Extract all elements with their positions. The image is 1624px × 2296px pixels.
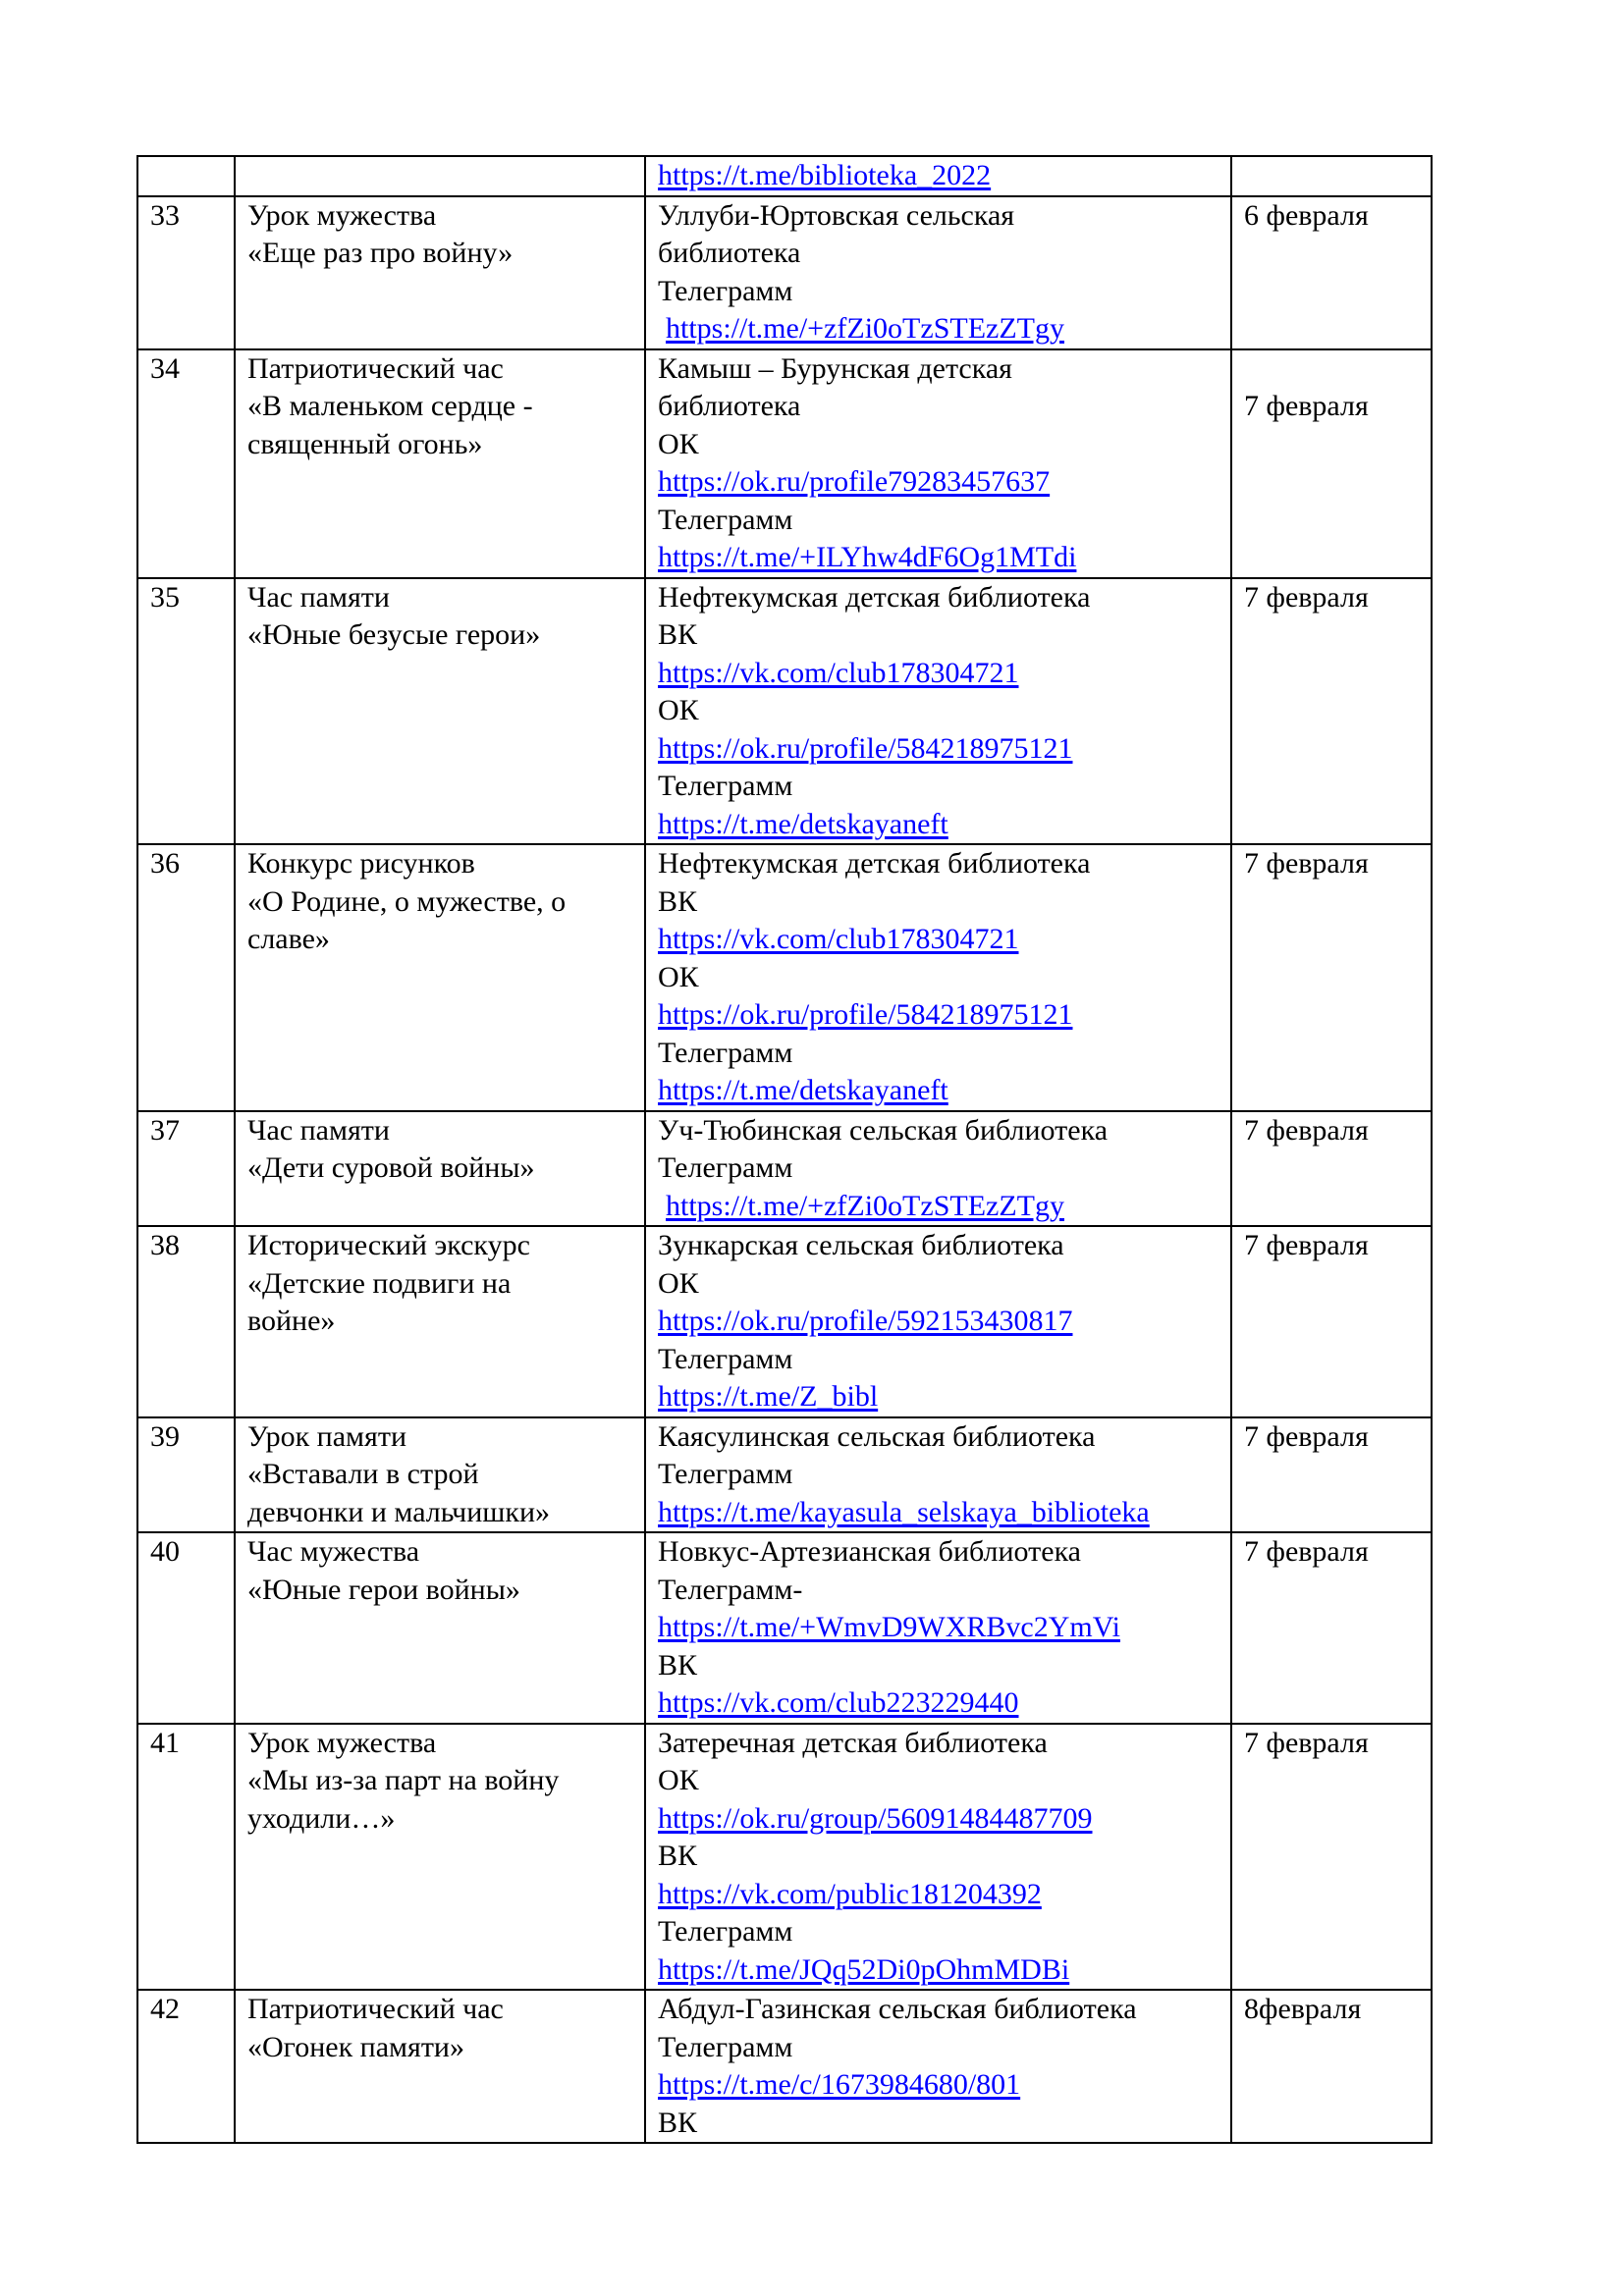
table-row	[137, 1990, 1432, 2143]
social-link[interactable]: https://vk.com/club223229440	[658, 1686, 1019, 1719]
event-title-line: «Вставали в строй	[247, 1458, 479, 1490]
social-link[interactable]: https://vk.com/club178304721	[658, 923, 1019, 955]
row-number: 38	[137, 1226, 235, 1417]
place-cell	[645, 196, 1231, 349]
place-text-line: ОК	[658, 1764, 699, 1796]
table-row	[137, 844, 1432, 1111]
place-text-line: Зункарская сельская библиотека	[658, 1229, 1064, 1261]
social-link[interactable]: https://ok.ru/profile/592153430817	[658, 1305, 1073, 1337]
social-link[interactable]: https://t.me/+WmvD9WXRBvc2YmVi	[658, 1611, 1120, 1643]
spacer	[1244, 350, 1431, 389]
place-text-line: Телеграмм	[658, 1342, 793, 1375]
place-cell	[645, 844, 1231, 1111]
event-title-line: Час памяти	[247, 1113, 390, 1147]
event-title-line: Час мужества	[247, 1535, 420, 1568]
event-title-line: Патриотический час	[247, 1993, 504, 2025]
event-cell	[235, 578, 645, 845]
place-text-line: Телеграмм	[658, 2030, 793, 2063]
place-text-line: ВК	[658, 1840, 698, 1872]
event-date	[1231, 349, 1432, 578]
table-row	[137, 196, 1432, 349]
event-cell	[235, 1990, 645, 2143]
place-cell	[645, 1724, 1231, 1991]
event-cell	[235, 349, 645, 578]
place-cell	[645, 1532, 1231, 1724]
event-title-line: Урок памяти	[247, 1419, 406, 1453]
place-text-line: ОК	[658, 960, 699, 993]
event-date: 7 февраля	[1231, 1532, 1432, 1724]
social-link[interactable]: https://t.me/detskayaneft	[658, 1074, 948, 1106]
social-link[interactable]: https://t.me/c/1673984680/801	[658, 2068, 1021, 2101]
event-title-line: Конкурс рисунков	[247, 847, 475, 880]
table-row	[137, 1417, 1432, 1533]
place-text-line: ВК	[658, 618, 698, 651]
row-number: 42	[137, 1990, 235, 2143]
event-title-line: «Мы из-за парт на войну	[247, 1764, 560, 1796]
event-date	[1231, 156, 1432, 196]
social-link[interactable]: https://t.me/detskayaneft	[658, 807, 948, 840]
event-cell	[235, 1532, 645, 1724]
social-link[interactable]: https://ok.ru/profile/584218975121	[658, 998, 1073, 1031]
place-text-line: Телеграмм	[658, 1151, 793, 1184]
place-cell	[645, 578, 1231, 845]
place-text-line: Уч-Тюбинская сельская библиотека	[658, 1113, 1109, 1147]
place-text-line: Новкус-Артезианская библиотека	[658, 1535, 1082, 1568]
place-text-line: Нефтекумская детская библиотека	[658, 580, 1091, 614]
events-table	[136, 155, 1433, 2144]
event-title-line: славе»	[247, 923, 330, 955]
event-title-line: «О Родине, о мужестве, о	[247, 884, 567, 918]
place-text-line: ОК	[658, 694, 699, 726]
row-number	[137, 156, 235, 196]
social-link[interactable]: https://t.me/+zfZi0oTzSTEzZTgy	[666, 1189, 1064, 1222]
event-cell	[235, 156, 645, 196]
event-title-line: «Юные безусые герои»	[247, 618, 541, 651]
row-number: 33	[137, 196, 235, 349]
event-title-line: Урок мужества	[247, 198, 437, 232]
row-number: 36	[137, 844, 235, 1111]
place-text-line: Затеречная детская библиотека	[658, 1726, 1048, 1759]
event-cell	[235, 844, 645, 1111]
event-title-line: Патриотический час	[247, 351, 504, 385]
event-title-line: священный огонь»	[247, 427, 483, 460]
social-link[interactable]: https://ok.ru/profile79283457637	[658, 465, 1051, 498]
place-text-line: Телеграмм	[658, 1915, 793, 1948]
row-number: 35	[137, 578, 235, 845]
place-cell	[645, 1990, 1231, 2143]
event-date: 7 февраля	[1231, 844, 1432, 1111]
event-title-line: уходили…»	[247, 1801, 396, 1835]
event-cell	[235, 196, 645, 349]
place-text-line: Каясулинская сельская библиотека	[658, 1419, 1096, 1453]
place-text-line: Телеграмм	[658, 1036, 793, 1069]
event-title-line: Урок мужества	[247, 1726, 437, 1759]
event-title-line: «Еще раз про войну»	[247, 237, 514, 269]
place-text-line: библиотека	[658, 390, 801, 422]
place-text-line: ОК	[658, 1266, 699, 1300]
social-link[interactable]: https://t.me/biblioteka_2022	[658, 159, 992, 191]
event-cell	[235, 1724, 645, 1991]
place-cell	[645, 1417, 1231, 1533]
place-cell	[645, 1111, 1231, 1227]
event-title-line: девчонки и мальчишки»	[247, 1495, 551, 1528]
event-date: 8февраля	[1231, 1990, 1432, 2143]
event-title-line: «В маленьком сердце -	[247, 390, 533, 422]
place-text-line: Телеграмм-	[658, 1573, 803, 1606]
event-date: 6 февраля	[1231, 196, 1432, 349]
social-link[interactable]: https://t.me/Z_bibl	[658, 1380, 879, 1413]
place-text-line: Телеграмм	[658, 770, 793, 802]
row-number: 41	[137, 1724, 235, 1991]
row-number: 40	[137, 1532, 235, 1724]
event-title-line: Исторический экскурс	[247, 1229, 530, 1261]
social-link[interactable]: https://ok.ru/group/56091484487709	[658, 1801, 1093, 1835]
table-row	[137, 1111, 1432, 1227]
row-number: 34	[137, 349, 235, 578]
place-text-line: Нефтекумская детская библиотека	[658, 847, 1091, 880]
table-row	[137, 1724, 1432, 1991]
event-cell	[235, 1226, 645, 1417]
event-cell	[235, 1111, 645, 1227]
social-link[interactable]: https://t.me/+ILYhw4dF6Og1MTdi	[658, 541, 1077, 573]
table-row	[137, 156, 1432, 196]
social-link[interactable]: https://t.me/kayasula_selskaya_biblioteka	[658, 1495, 1150, 1528]
social-link[interactable]: https://t.me/JQq52Di0pOhmMDBi	[658, 1952, 1070, 1986]
place-text-line: ВК	[658, 2106, 698, 2139]
table-row	[137, 578, 1432, 845]
event-date: 7 февраля	[1231, 1417, 1432, 1533]
place-cell	[645, 1226, 1231, 1417]
event-title-line: «Дети суровой войны»	[247, 1151, 535, 1184]
place-text-line: ВК	[658, 1648, 698, 1682]
place-text-line: Уллуби-Юртовская сельская	[658, 198, 1015, 232]
event-date: 7 февраля	[1231, 1724, 1432, 1991]
table-row	[137, 349, 1432, 578]
social-link[interactable]: https://t.me/+zfZi0oTzSTEzZTgy	[666, 312, 1064, 345]
social-link[interactable]: https://vk.com/club178304721	[658, 656, 1019, 689]
row-number: 37	[137, 1111, 235, 1227]
table-row	[137, 1532, 1432, 1724]
place-text-line: Камыш – Бурунская детская	[658, 351, 1012, 385]
social-link[interactable]: https://vk.com/public181204392	[658, 1877, 1042, 1910]
event-date: 7 февраля	[1231, 1111, 1432, 1227]
place-text-line: Телеграмм	[658, 503, 793, 536]
event-date: 7 февраля	[1231, 578, 1432, 845]
place-text-line: Абдул-Газинская сельская библиотека	[658, 1993, 1137, 2025]
table-body	[137, 156, 1432, 2143]
event-title-line: Час памяти	[247, 580, 390, 614]
place-text-line: ОК	[658, 427, 699, 460]
event-title-line: «Огонек памяти»	[247, 2030, 464, 2063]
event-date-text: 7 февраля	[1244, 390, 1369, 422]
place-text-line: Телеграмм	[658, 274, 793, 307]
row-number: 39	[137, 1417, 235, 1533]
table-row	[137, 1226, 1432, 1417]
place-text-line: ВК	[658, 884, 698, 918]
place-text-line: Телеграмм	[658, 1458, 793, 1490]
event-title-line: войне»	[247, 1305, 336, 1337]
place-cell	[645, 349, 1231, 578]
place-cell	[645, 156, 1231, 196]
place-text-line: библиотека	[658, 237, 801, 269]
social-link[interactable]: https://ok.ru/profile/584218975121	[658, 731, 1073, 765]
event-date: 7 февраля	[1231, 1226, 1432, 1417]
event-title-line: «Юные герои войны»	[247, 1573, 520, 1606]
event-title-line: «Детские подвиги на	[247, 1266, 512, 1300]
event-cell	[235, 1417, 645, 1533]
